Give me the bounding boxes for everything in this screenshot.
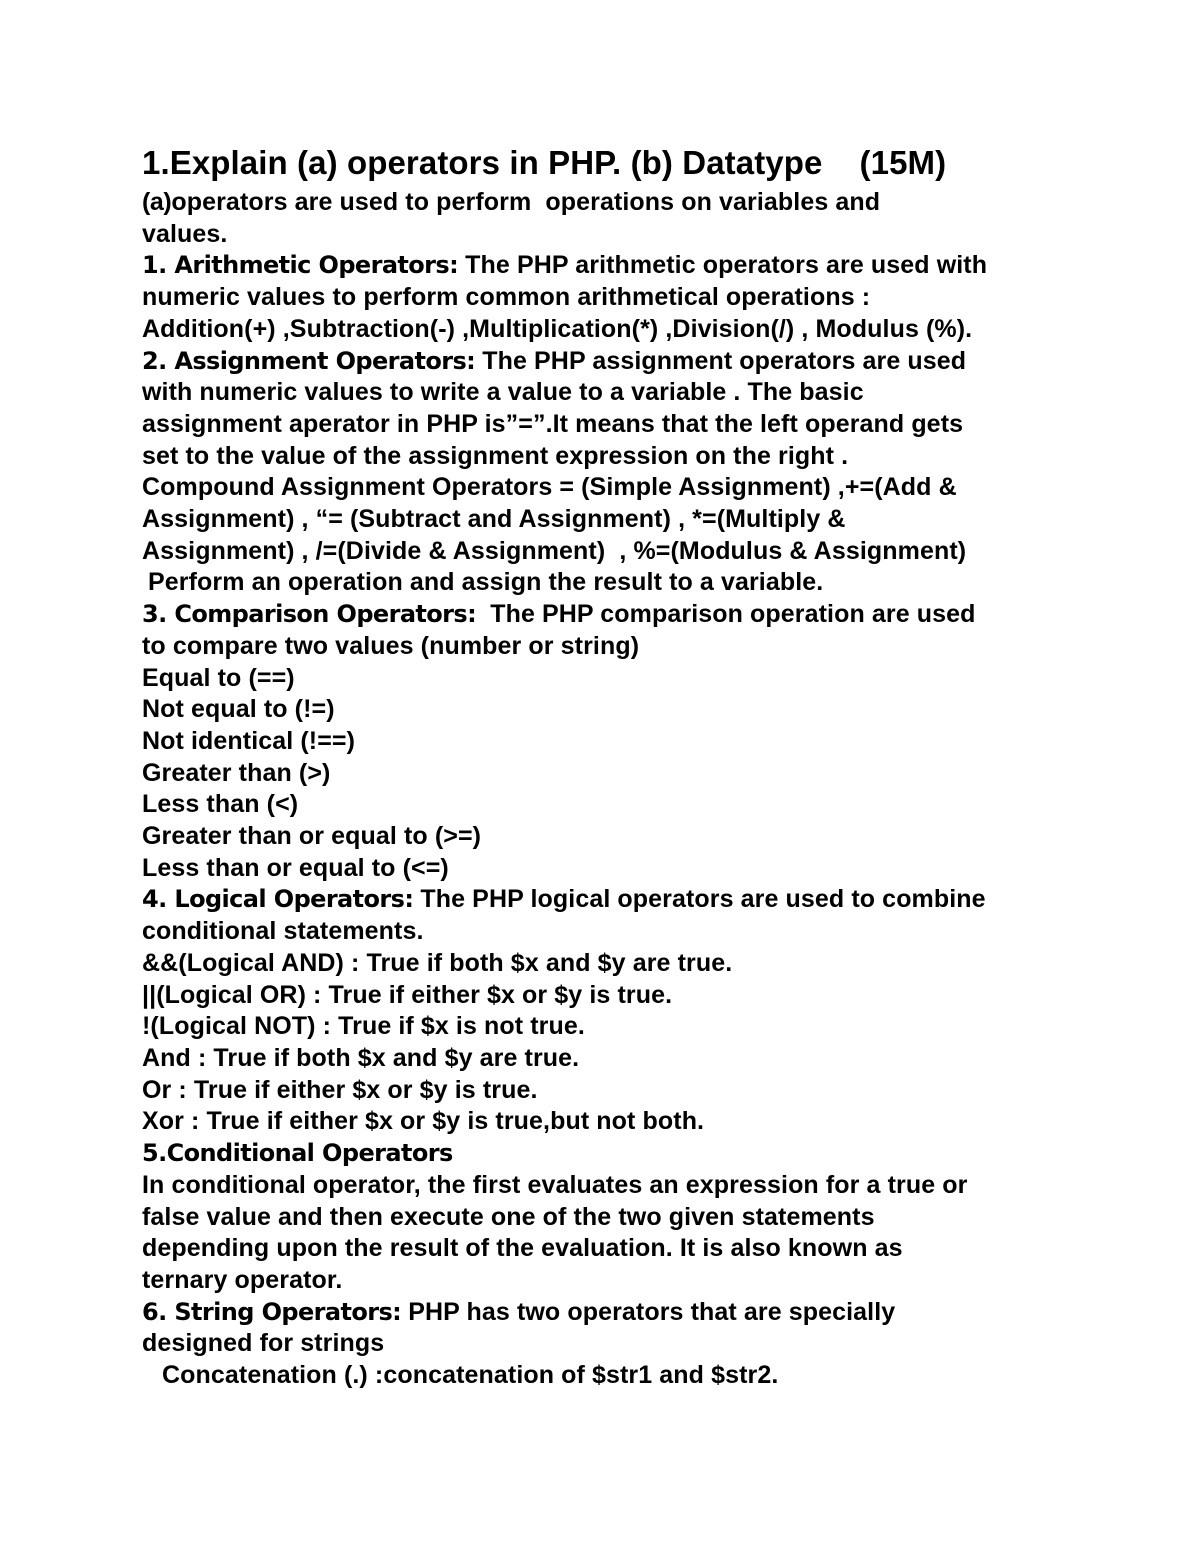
conditional-line-2: false value and then execute one of the two given statements — [142, 1202, 875, 1231]
arithmetic-text-1: The PHP arithmetic operators are used with — [458, 251, 988, 280]
logical-item: Xor : True if either $x or $y is true,but not both. — [142, 1107, 705, 1136]
assignment-line-2: with numeric values to write a value to a variable . The basic — [142, 378, 864, 407]
string-line-2: designed for strings — [142, 1329, 385, 1358]
arithmetic-line-3: Addition(+) ,Subtraction(-) ,Multiplication(*) ,Division(/) , Modulus (%). — [142, 314, 973, 343]
comparison-item: Not equal to (!=) — [142, 695, 335, 724]
conditional-line-3: depending upon the result of the evaluation. It is also known as — [142, 1234, 903, 1263]
logical-item: ||(Logical OR) : True if either $x or $y is true. — [142, 980, 673, 1009]
comparison-text-1: The PHP comparison operation are used — [476, 600, 976, 629]
document-body — [142, 143, 1072, 1392]
comparison-line-1 — [142, 599, 1072, 631]
intro-text-1: operators are used to perform operations on variables and — [171, 188, 881, 216]
assignment-heading: 2. Assignment Operators: — [142, 346, 476, 375]
conditional-line-1: In conditional operator, the first evaluates an expression for a true or — [142, 1170, 968, 1199]
logical-item: !(Logical NOT) : True if $x is not true. — [142, 1012, 585, 1041]
comparison-heading: 3. Comparison Operators: — [142, 600, 477, 629]
string-line-1 — [142, 1297, 1072, 1329]
comparison-item: Greater than or equal to (>=) — [142, 822, 482, 851]
assignment-line-6: Assignment) , “= (Subtract and Assignment) , *=(Multiply & — [142, 505, 846, 534]
logical-item: Or : True if either $x or $y is true. — [142, 1075, 538, 1104]
comparison-item: Not identical (!==) — [142, 726, 356, 755]
conditional-line-4: ternary operator. — [142, 1265, 343, 1294]
assignment-line-8: Perform an operation and assign the result to a variable. — [148, 568, 824, 597]
assignment-line-1 — [142, 346, 1072, 378]
intro-line-1 — [142, 187, 1072, 219]
string-text-1: PHP has two operators that are specially — [401, 1297, 896, 1326]
logical-line-1 — [142, 884, 1072, 916]
logical-item: And : True if both $x and $y are true. — [142, 1043, 580, 1072]
comparison-item: Greater than (>) — [142, 758, 331, 787]
logical-line-2: conditional statements. — [142, 917, 424, 946]
comparison-item: Less than or equal to (<=) — [142, 853, 449, 882]
comparison-item: Equal to (==) — [142, 663, 295, 692]
string-heading: 6. String Operators: — [142, 1297, 402, 1326]
comparison-line-2: to compare two values (number or string) — [142, 631, 640, 660]
logical-heading: 4. Logical Operators: — [142, 885, 414, 914]
assignment-line-5: Compound Assignment Operators = (Simple Assignment) ,+=(Add & — [142, 473, 957, 502]
assignment-line-7: Assignment) , /=(Divide & Assignment) , %=(Modulus & Assignment) — [142, 536, 967, 565]
arithmetic-line-1 — [142, 250, 1072, 282]
assignment-line-4: set to the value of the assignment expression on the right . — [142, 441, 849, 470]
page-title: 1.Explain (a) operators in PHP. (b) Datatype (15M) — [142, 144, 947, 181]
conditional-heading: 5.Conditional Operators — [142, 1139, 453, 1168]
assignment-line-3: assignment aperator in PHP is”=”.It means that the left operand gets — [142, 409, 964, 438]
intro-lead: (a) — [142, 188, 172, 216]
logical-text-1: The PHP logical operators are used to combine — [413, 885, 986, 914]
intro-line-2: values. — [142, 219, 228, 248]
assignment-text-1: The PHP assignment operators are used — [475, 346, 967, 375]
arithmetic-line-2: numeric values to perform common arithmetical operations : — [142, 283, 871, 312]
string-line-3: Concatenation (.) :concatenation of $str1 and $str2. — [162, 1361, 779, 1390]
comparison-item: Less than (<) — [142, 790, 299, 819]
logical-item: &&(Logical AND) : True if both $x and $y are true. — [142, 948, 733, 977]
arithmetic-heading: 1. Arithmetic Operators: — [142, 251, 459, 280]
